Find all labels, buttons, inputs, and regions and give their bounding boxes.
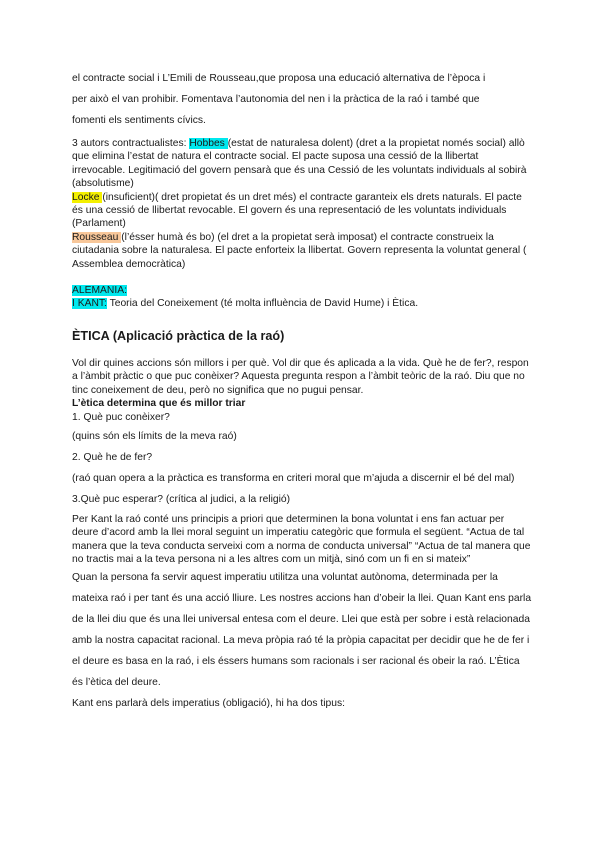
- rousseau-text: (l’ésser humà és bo) (el dret a la propietat serà imposat) el contracte construeix la ciutadania sobre la naturalesa. El pacte enforteix la llibertat. Govern representa la voluntat general ( Assemblea democràtica): [72, 231, 527, 270]
- intro-line-2: per això el van prohibir. Fomentava l’autonomia del nen i la pràctica de la raó i també que: [72, 94, 480, 105]
- question-1: 1. Què puc conèixer?: [72, 411, 170, 423]
- etica-paragraph-3: Quan la persona fa servir aquest imperatiu utilitza una voluntat autònoma, determinada per la mateixa raó i per tant és una acció lliure. Les nostres accions han d’obeir la llei. Quan Kant ens parla de la llei diu que és una llei universal entesa com el deure. Llei que està per sobre i està relacionada amb la nostra capacitat racional. La meva pròpia raó té la pròpia capacitat per decidir que he de fer i el deure es basa en la raó, i els éssers humans som racionals i ser racional és obeir la raó. L’Ètica és l’ètica del deure.: [72, 571, 532, 688]
- rousseau-paragraph: [72, 231, 532, 271]
- kant-text: Teoria del Coneixement (té molta influència de David Hume) i Ètica.: [106, 298, 419, 310]
- question-3: 3.Què puc esperar? (crítica al judici, a la religió): [72, 493, 291, 505]
- locke-text: (insuficient)( dret propietat és un dret més) el contracte garanteix els drets naturals. El pacte és una cessió de llibertat revocable. El govern és una representació de les voluntats individuals (Parlament): [72, 191, 522, 230]
- etica-bold-line: L’ètica determina que és millor triar: [72, 398, 246, 410]
- alemania-label: ALEMANIA:: [72, 285, 127, 297]
- etica-paragraph-2: Per Kant la raó conté uns principis a priori que determinen la bona voluntat i ens fan actuar per deure d’acord amb la llei moral seguint un imperatiu categòric que formula el següent. “Actua de tal manera que la teva conducta serveixi com a norma de conducta universal” “Actua de tal manera que no tractis mai a la teva persona ni a les altres com un mitjà, sinó com un fi en si mateix”: [72, 513, 531, 566]
- etica-heading: ÈTICA (Aplicació pràctica de la raó): [72, 328, 285, 343]
- locke-name: Locke: [72, 191, 103, 203]
- alemania-label-line: [72, 284, 532, 297]
- kant-line: [72, 297, 532, 310]
- etica-paragraph-4: Kant ens parlarà dels imperatius (obligació), hi ha dos tipus:: [72, 697, 346, 709]
- locke-paragraph: [72, 191, 532, 231]
- hobbes-name: Hobbes: [189, 138, 228, 149]
- kant-name: I KANT:: [72, 298, 107, 310]
- etica-paragraph-1: Vol dir quines accions són millors i per què. Vol dir que és aplicada a la vida. Què he de fer?, respon a l’àmbit pràctic o que puc conèixer? Aquesta pregunta respon a l’àmbit teòric de la raó. Diu que no tinc coneixement de deu, però no significa que no pugui pensar.: [72, 357, 529, 396]
- rousseau-name: Rousseau: [72, 231, 122, 243]
- intro-line-3: fomenti els sentiments cívics.: [72, 115, 206, 126]
- intro-line-1: el contracte social i L’Emili de Rousseau,que proposa una educació alternativa de l’època i: [72, 73, 486, 84]
- question-1-note: (quins són els límits de la meva raó): [72, 430, 237, 442]
- hobbes-text: (estat de naturalesa dolent) (dret a la propietat només social) allò que elimina l’estat de natura el contracte social. El pacte suposa una cessió de la llibertat irrevocable. Legitimació del govern pensarà que és una Cessió de les voluntats individuals al sobirà (absolutisme): [72, 138, 527, 190]
- question-2: 2. Què he de fer?: [72, 451, 153, 463]
- hobbes-paragraph: [72, 137, 532, 191]
- document-body: [72, 68, 532, 714]
- contractualists-intro: 3 autors contractualistes:: [72, 138, 190, 149]
- question-2-note: (raó quan opera a la pràctica es transforma en criteri moral que m’ajuda a discernir el bé del mal): [72, 472, 515, 484]
